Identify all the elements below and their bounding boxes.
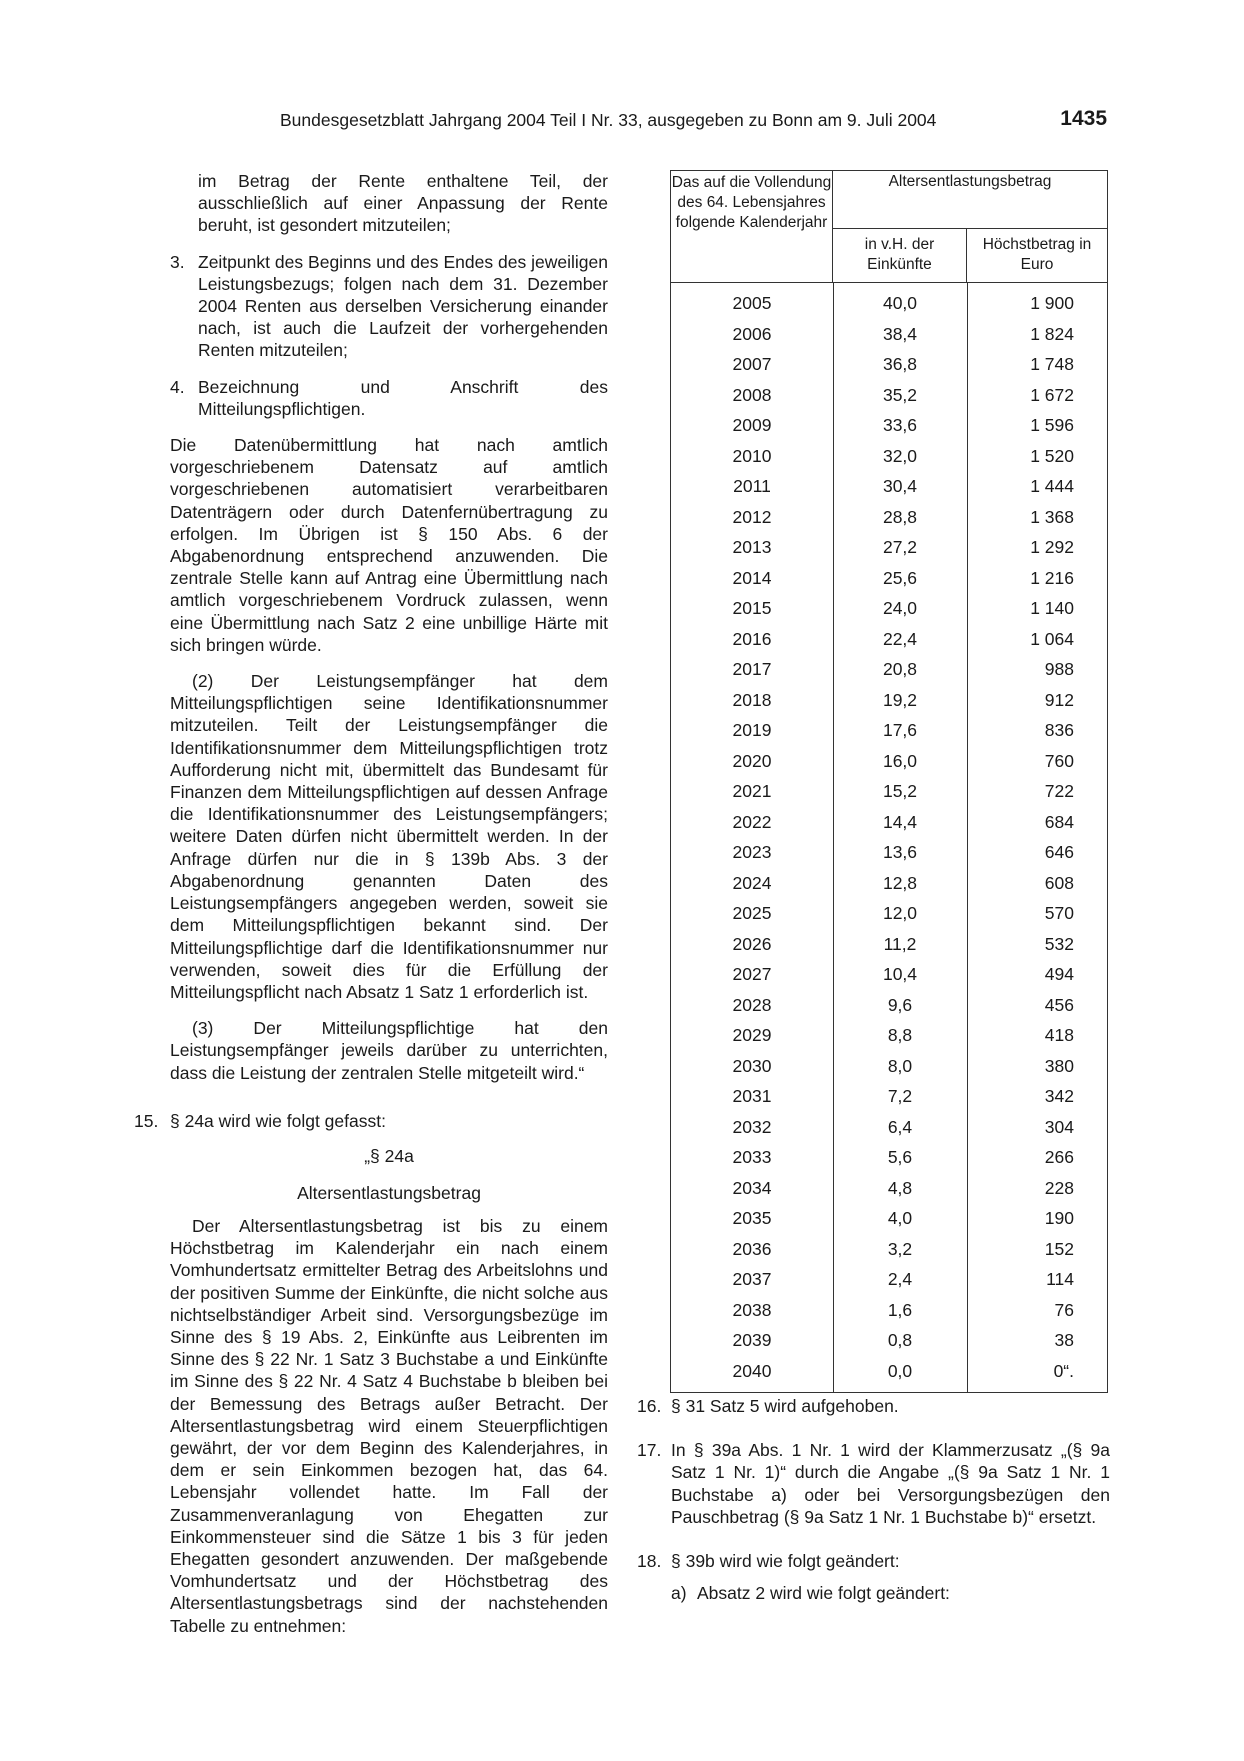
table-row: [671, 959, 1107, 990]
cell-year: 2038: [732, 1299, 772, 1320]
cell-max-amount: 760: [1044, 750, 1074, 771]
cell-year: 2011: [733, 476, 771, 496]
cell-year: 2007: [732, 354, 772, 374]
table-row: [671, 532, 1107, 563]
cell-year: 2009: [732, 415, 772, 435]
list-number: 3.: [170, 251, 185, 272]
table-row: [671, 441, 1107, 472]
cell-year: 2031: [732, 1086, 772, 1106]
cell-percent: 8,8: [887, 1025, 913, 1045]
table-row: [671, 868, 1107, 899]
cell-year: 2012: [732, 506, 772, 527]
table-row: [671, 1295, 1107, 1326]
cell-year: 2008: [732, 384, 772, 405]
table-row: [671, 1112, 1107, 1143]
cell-max-amount: 1 824: [1030, 323, 1074, 344]
cell-max-amount: 0“.: [1053, 1360, 1074, 1381]
header-max-amount: Höchstbetrag in Euro: [982, 236, 1092, 273]
list-item-4: [170, 376, 608, 420]
list-item-17: [637, 1439, 1110, 1528]
cell-year: 2030: [732, 1055, 772, 1076]
cell-percent: 6,4: [887, 1116, 913, 1137]
list-text: Bezeichnung und Anschrift des Mitteilungspflichtigen.: [198, 376, 608, 419]
right-column: [637, 1395, 1110, 1604]
cell-percent: 0,8: [887, 1330, 913, 1350]
cell-max-amount: 1 748: [1030, 354, 1074, 374]
left-column: [170, 170, 608, 1084]
cell-percent: 32,0: [882, 445, 918, 466]
cell-max-amount: 304: [1044, 1116, 1074, 1137]
cell-max-amount: 1 292: [1030, 537, 1074, 557]
cell-max-amount: 1 672: [1030, 384, 1074, 405]
table-row: [671, 837, 1107, 868]
cell-percent: 12,8: [882, 872, 918, 893]
cell-percent: 36,8: [882, 354, 918, 374]
cell-percent: 1,6: [887, 1299, 913, 1320]
cell-max-amount: 532: [1044, 933, 1074, 954]
table-row: [671, 624, 1107, 655]
list-text: Absatz 2 wird wie folgt geändert:: [697, 1583, 950, 1604]
cell-percent: 27,2: [882, 537, 918, 557]
cell-percent: 24,0: [882, 598, 918, 618]
cell-max-amount: 380: [1044, 1055, 1074, 1076]
cell-year: 2017: [732, 659, 772, 679]
cell-percent: 13,6: [882, 842, 918, 862]
cell-max-amount: 1 596: [1030, 415, 1074, 435]
cell-percent: 10,4: [882, 964, 918, 984]
table-row: [671, 1264, 1107, 1295]
list-text: In § 39a Abs. 1 Nr. 1 wird der Klammerzusatz „(§ 9a Satz 1 Nr. 1)“ durch die Angabe „(§ 9a Satz 1 Nr. 1 Buchstabe a) oder bei Versorgungsbezügen den Pauschbetrag (§ 9a Satz 1 Nr. 1 Buchstabe b)“ ersetzt.: [671, 1440, 1110, 1527]
table-row: [671, 563, 1107, 594]
list-item-18: [637, 1550, 1110, 1572]
page-number: 1435: [1060, 107, 1107, 130]
list-text: § 24a wird wie folgt gefasst:: [170, 1111, 386, 1131]
cell-year: 2013: [732, 537, 772, 557]
table-row: [671, 502, 1107, 533]
table-row: [671, 776, 1107, 807]
cell-max-amount: 76: [1054, 1299, 1074, 1320]
cell-percent: 16,0: [882, 750, 918, 771]
cell-percent: 4,0: [887, 1208, 913, 1228]
list-item-16: [637, 1395, 1110, 1417]
cell-percent: 28,8: [882, 506, 918, 527]
list-number: 4.: [170, 376, 185, 397]
cell-percent: 14,4: [882, 811, 918, 832]
list-item-18a: [637, 1582, 1110, 1604]
table-row: [671, 929, 1107, 960]
table-row: [671, 1051, 1107, 1082]
table-row: [671, 349, 1107, 380]
cell-year: 2018: [732, 689, 772, 710]
cell-max-amount: 456: [1044, 994, 1074, 1015]
cell-percent: 0,0: [887, 1360, 913, 1381]
table-row: [671, 1173, 1107, 1204]
cell-max-amount: 836: [1044, 720, 1074, 740]
cell-percent: 3,2: [887, 1238, 913, 1259]
table-body: [671, 283, 1107, 1392]
cell-max-amount: 1 064: [1030, 628, 1074, 649]
list-number: 18.: [637, 1551, 662, 1572]
table-row: [671, 1356, 1107, 1387]
cell-percent: 11,2: [883, 933, 917, 954]
section-body: Der Altersentlastungsbetrag ist bis zu einem Höchstbetrag im Kalenderjahr ein nach einem Vomhundertsatz ermittelter Betrag des Arbeitslohns und der positiven Summe der Einkünfte, die nicht solche aus nichtselbständiger Arbeit sind. Versorgungsbezüge im Sinne des § 19 Abs. 2, Einkünfte aus Leibrenten im Sinne des § 22 Nr. 1 Satz 3 Buchstabe a und Einkünfte im Sinne des § 22 Nr. 4 Satz 4 Buchstabe b bleiben bei der Bemessung des Betrags außer Betracht. Der Altersentlastungsbetrag wird einem Steuerpflichtigen gewährt, der vor dem Beginn des Kalenderjahres, in dem er sein Einkommen bezogen hat, das 64. Lebensjahr vollendet hatte. Im Fall der Zusammenveranlagung von Ehegatten zur Einkommensteuer sind die Sätze 1 bis 3 für jeden Ehegatten gesondert anzuwenden. Der maßgebende Vomhundertsatz und der Höchstbetrag des Altersentlastungsbetrags sind der nachstehenden Tabelle zu entnehmen:: [170, 1216, 608, 1636]
table-row: [671, 471, 1107, 502]
cell-year: 2021: [732, 781, 772, 801]
cell-year: 2020: [732, 750, 772, 771]
cell-year: 2023: [732, 842, 772, 862]
cell-max-amount: 342: [1044, 1086, 1074, 1106]
cell-year: 2024: [732, 872, 772, 893]
cell-max-amount: 1 140: [1030, 598, 1074, 618]
table-row: [671, 1234, 1107, 1265]
cell-percent: 22,4: [882, 628, 918, 649]
cell-percent: 8,0: [887, 1055, 913, 1076]
table-row: [671, 288, 1107, 319]
cell-year: 2026: [732, 933, 772, 954]
paragraph-2: (2) Der Leistungsempfänger hat dem Mitteilungspflichtigen seine Identifikationsnummer mitzuteilen. Teilt der Leistungsempfänger die Identifikationsnummer dem Mitteilungspflichtigen trotz Aufforderung nicht mit, übermittelt das Bundesamt für Finanzen dem Mitteilungspflichtigen auf dessen Anfrage die Identifikationsnummer des Leistungsempfängers; weitere Daten dürfen nicht übermittelt werden. In der Anfrage dürfen nur die in § 139b Abs. 3 der Abgabenordnung genannten Daten des Leistungsempfängers angegeben werden, soweit sie dem Mitteilungspflichtigen bekannt sind. Der Mitteilungspflichtige darf die Identifikationsnummer nur verwenden, soweit dies für die Erfüllung der Mitteilungspflicht nach Absatz 1 Satz 1 erforderlich ist.: [170, 671, 608, 1002]
list-text: § 31 Satz 5 wird aufgehoben.: [671, 1396, 899, 1416]
cell-max-amount: 418: [1044, 1025, 1074, 1045]
cell-year: 2022: [732, 811, 772, 832]
cell-max-amount: 722: [1044, 781, 1074, 801]
cell-max-amount: 266: [1044, 1147, 1074, 1167]
list-number: 17.: [637, 1440, 662, 1461]
list-number: 16.: [637, 1396, 662, 1416]
cell-max-amount: 988: [1044, 659, 1074, 679]
table-row: [671, 654, 1107, 685]
list-text: § 39b wird wie folgt geändert:: [671, 1551, 900, 1572]
cell-year: 2015: [732, 598, 772, 618]
header-percent: in v.H. der Einkünfte: [833, 229, 967, 282]
table-row: [671, 593, 1107, 624]
cell-max-amount: 38: [1054, 1330, 1074, 1350]
cell-max-amount: 152: [1044, 1238, 1074, 1259]
header-year: Das auf die Vollendung des 64. Lebensjahres folgende Kalenderjahr: [671, 171, 833, 282]
section-title: Altersentlastungsbetrag: [297, 1183, 481, 1203]
paragraph-data-transmission: Die Datenübermittlung hat nach amtlich vorgeschriebenem Datensatz auf amtlich vorgeschriebenen automatisiert verarbeitbaren Datenträgern oder durch Datenfernübertragung zu erfolgen. Im Übrigen ist § 150 Abs. 6 der Abgabenordnung entsprechend anzuwenden. Die zentrale Stelle kann auf Antrag eine Übermittlung nach amtlich vorgeschriebenem Vordruck zulassen, wenn eine Übermittlung nach Satz 2 eine unbillige Härte mit sich bringen würde.: [170, 435, 608, 655]
cell-percent: 12,0: [882, 903, 918, 923]
cell-max-amount: 1 520: [1030, 445, 1074, 466]
cell-year: 2039: [732, 1330, 772, 1350]
cell-year: 2006: [732, 323, 772, 344]
cell-year: 2010: [732, 445, 772, 466]
cell-year: 2035: [732, 1208, 772, 1228]
cell-year: 2032: [732, 1116, 772, 1137]
cell-percent: 20,8: [882, 659, 918, 679]
table-row: [671, 807, 1107, 838]
cell-max-amount: 1 900: [1030, 293, 1074, 313]
cell-percent: 4,8: [887, 1177, 913, 1198]
cell-max-amount: 1 444: [1030, 476, 1074, 496]
cell-percent: 30,4: [882, 476, 918, 496]
cell-year: 2034: [732, 1177, 772, 1198]
cell-max-amount: 646: [1044, 842, 1074, 862]
cell-max-amount: 190: [1044, 1208, 1074, 1228]
cell-year: 2029: [732, 1025, 772, 1045]
table-row: [671, 746, 1107, 777]
cell-max-amount: 684: [1044, 811, 1074, 832]
section-number: „§ 24a: [364, 1146, 414, 1166]
cell-percent: 2,4: [887, 1269, 913, 1289]
cell-year: 2025: [732, 903, 772, 923]
table-row: [671, 685, 1107, 716]
cell-max-amount: 1 216: [1030, 567, 1074, 588]
list-item-3: [170, 251, 608, 362]
cell-percent: 38,4: [882, 323, 918, 344]
cell-year: 2014: [732, 567, 772, 588]
cell-year: 2005: [732, 293, 772, 313]
table-header: [671, 171, 1107, 283]
table-row: [671, 990, 1107, 1021]
table-row: [671, 380, 1107, 411]
cell-percent: 40,0: [882, 293, 918, 313]
cell-percent: 25,6: [882, 567, 918, 588]
table-row: [671, 715, 1107, 746]
table-row: [671, 319, 1107, 350]
table-row: [671, 1142, 1107, 1173]
cell-max-amount: 494: [1044, 964, 1074, 984]
cell-percent: 35,2: [882, 384, 918, 405]
cell-percent: 17,6: [882, 720, 918, 740]
cell-year: 2028: [732, 994, 772, 1015]
table-row: [671, 1203, 1107, 1234]
cell-max-amount: 1 368: [1030, 506, 1074, 527]
running-title: Bundesgesetzblatt Jahrgang 2004 Teil I Nr. 33, ausgegeben zu Bonn am 9. Juli 2004: [280, 110, 937, 130]
cell-year: 2036: [732, 1238, 772, 1259]
cell-year: 2040: [732, 1360, 772, 1381]
list-number: 15.: [134, 1111, 159, 1131]
cell-year: 2027: [732, 964, 772, 984]
cell-percent: 19,2: [882, 689, 918, 710]
continuation-text: im Betrag der Rente enthaltene Teil, der ausschließlich auf einer Anpassung der Rente beruht, ist gesondert mitzuteilen;: [198, 171, 608, 236]
cell-max-amount: 228: [1044, 1177, 1074, 1198]
header-group: Altersentlastungsbetrag: [833, 171, 1107, 229]
table-row: [671, 898, 1107, 929]
list-text: Zeitpunkt des Beginns und des Endes des jeweiligen Leistungsbezugs; folgen nach dem 31. Dezember 2004 Renten aus derselben Versicherung einander nach, ist auch die Laufzeit der vorhergehenden Renten mitzuteilen;: [198, 251, 608, 361]
table-row: [671, 1020, 1107, 1051]
cell-max-amount: 912: [1044, 689, 1074, 710]
cell-year: 2019: [732, 720, 772, 740]
cell-percent: 9,6: [887, 994, 913, 1015]
cell-percent: 33,6: [882, 415, 918, 435]
cell-year: 2033: [732, 1147, 772, 1167]
table-row: [671, 1325, 1107, 1356]
page-header: [280, 107, 1107, 138]
cell-max-amount: 570: [1044, 903, 1074, 923]
cell-max-amount: 114: [1046, 1269, 1074, 1289]
cell-max-amount: 608: [1044, 872, 1074, 893]
altersentlastung-table: [670, 170, 1108, 1393]
cell-percent: 7,2: [887, 1086, 913, 1106]
cell-year: 2016: [732, 628, 772, 649]
paragraph-3: (3) Der Mitteilungspflichtige hat den Leistungsempfänger jeweils darüber zu unterrichten, dass die Leistung der zentralen Stelle mitgeteilt wird.“: [170, 1018, 608, 1083]
cell-year: 2037: [732, 1269, 772, 1289]
table-row: [671, 410, 1107, 441]
list-number: a): [671, 1583, 687, 1604]
table-row: [671, 1081, 1107, 1112]
cell-percent: 5,6: [887, 1147, 913, 1167]
cell-percent: 15,2: [882, 781, 918, 801]
